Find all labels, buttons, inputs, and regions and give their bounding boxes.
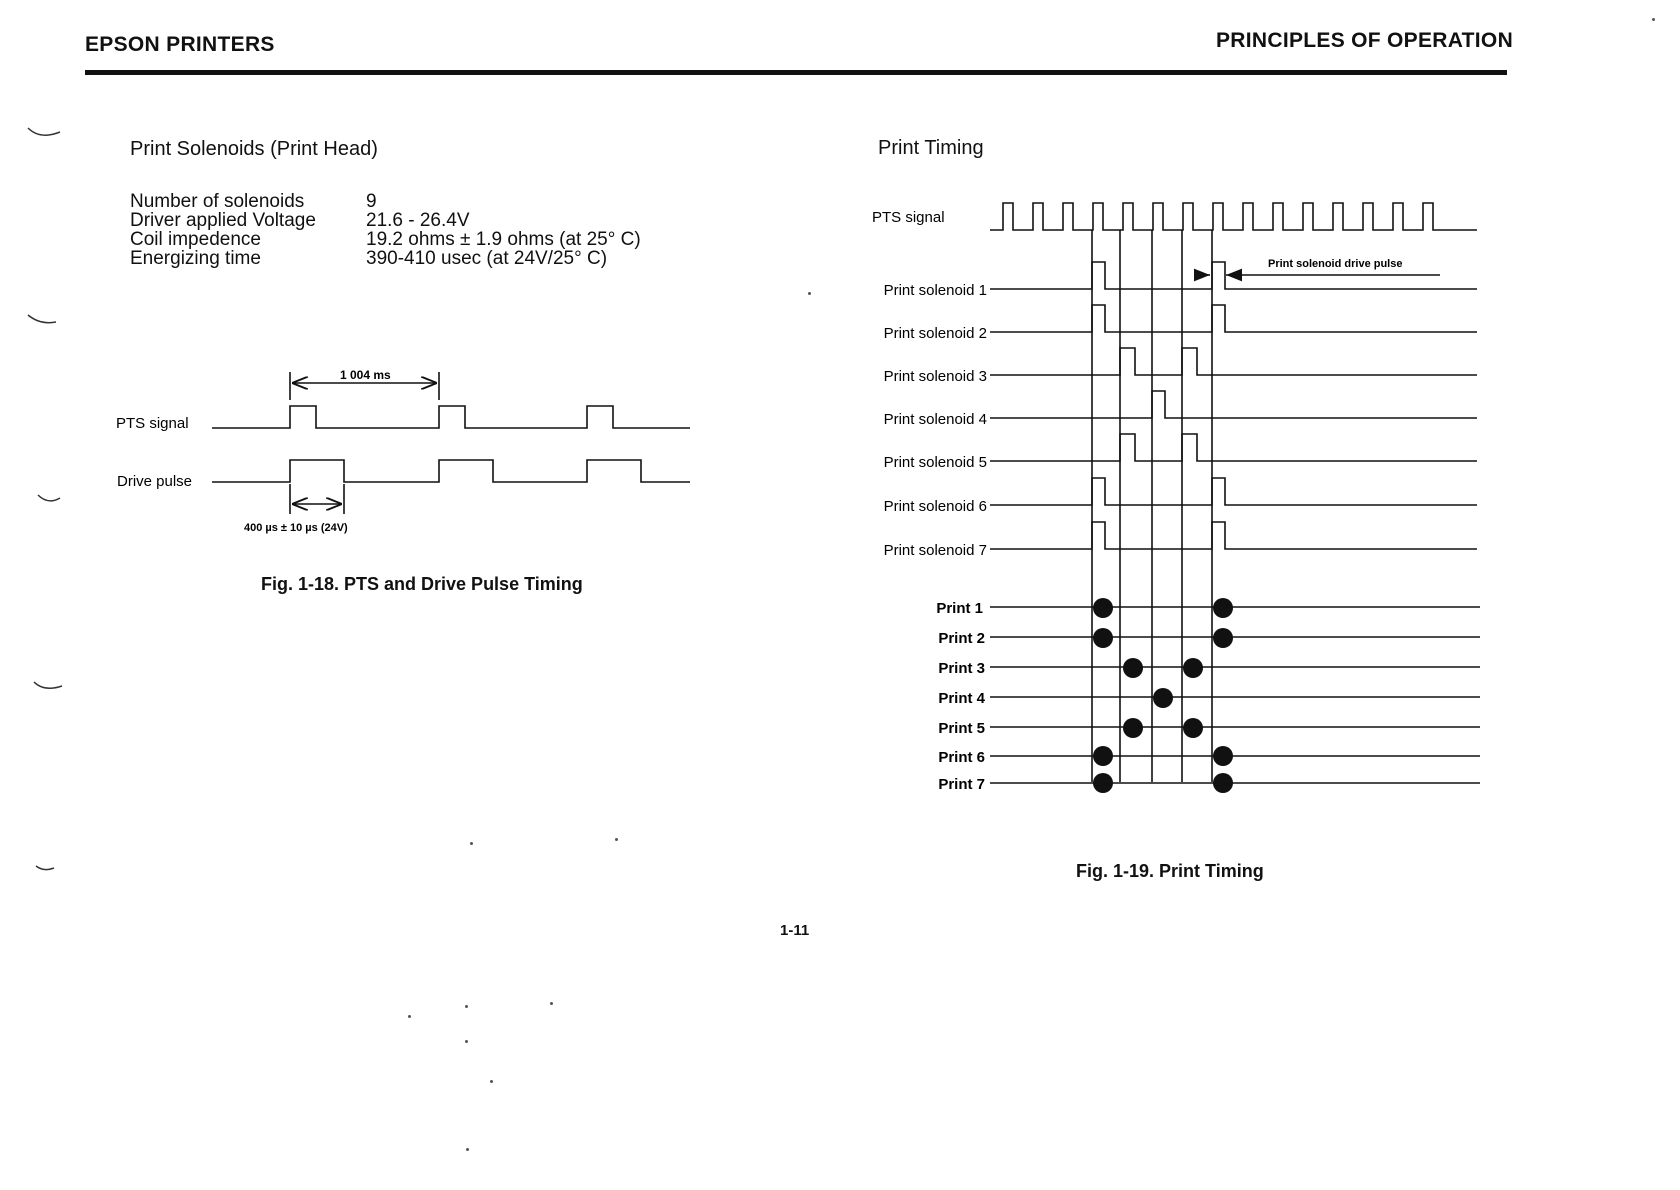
scan-speck <box>466 1148 469 1151</box>
figure-caption-1-19: Fig. 1-19. Print Timing <box>1076 861 1264 881</box>
print-dot <box>1093 598 1113 618</box>
left-section-title: Print Solenoids (Print Head) <box>130 138 378 160</box>
solenoid-6-waveform <box>990 478 1477 505</box>
pts-drive-timing-diagram <box>0 0 760 560</box>
scan-speck <box>550 1002 553 1005</box>
print-label: Print 2 <box>938 630 985 647</box>
print-label: Print 1 <box>936 600 983 617</box>
print-dot <box>1183 658 1203 678</box>
print-dot <box>1213 598 1233 618</box>
print-dot <box>1213 773 1233 793</box>
print-dot <box>1213 746 1233 766</box>
solenoid-label: Print solenoid 2 <box>883 325 987 342</box>
pts-signal-label: PTS signal <box>116 415 189 432</box>
header-left: EPSON PRINTERS <box>85 33 275 56</box>
binder-hole-mark <box>28 128 60 135</box>
print-label: Print 6 <box>938 749 985 766</box>
solenoid-label: Print solenoid 4 <box>883 411 987 428</box>
print-dot <box>1093 773 1113 793</box>
binder-hole-mark <box>28 315 56 323</box>
solenoid-2-waveform <box>990 305 1477 332</box>
print-dot <box>1123 658 1143 678</box>
spec-value: 21.6 - 26.4V <box>366 210 470 231</box>
solenoid-7-waveform <box>990 522 1477 549</box>
scan-speck <box>470 842 473 845</box>
pulse-width-label: 400 µs ± 10 µs (24V) <box>244 522 348 534</box>
solenoid-label: Print solenoid 7 <box>883 542 987 559</box>
pts-signal-waveform <box>990 203 1477 230</box>
spec-label: Energizing time <box>130 248 261 269</box>
binder-hole-mark <box>34 682 62 688</box>
spec-value: 9 <box>366 191 377 212</box>
print-dot <box>1093 628 1113 648</box>
scan-speck <box>490 1080 493 1083</box>
figure-caption-1-18: Fig. 1-18. PTS and Drive Pulse Timing <box>261 574 583 594</box>
solenoid-4-waveform <box>990 391 1477 418</box>
print-timing-diagram <box>850 180 1490 800</box>
spec-value: 19.2 ohms ± 1.9 ohms (at 25° C) <box>366 229 641 250</box>
scan-speck <box>408 1015 411 1018</box>
print-label: Print 4 <box>938 690 985 707</box>
pts-signal-label-right: PTS signal <box>872 209 945 226</box>
drive-note-label: Print solenoid drive pulse <box>1268 258 1403 270</box>
print-label: Print 7 <box>938 776 985 793</box>
period-label: 1 004 ms <box>340 368 391 382</box>
spec-label: Driver applied Voltage <box>130 210 316 231</box>
drive-pulse-label: Drive pulse <box>117 473 193 490</box>
scan-speck <box>615 838 618 841</box>
drive-pulse-waveform <box>212 460 690 482</box>
header-right: PRINCIPLES OF OPERATION <box>1216 29 1514 52</box>
solenoid-label: Print solenoid 1 <box>883 282 987 299</box>
scan-speck <box>1652 18 1655 21</box>
print-dot <box>1213 628 1233 648</box>
pts-waveform <box>212 406 690 428</box>
solenoid-label: Print solenoid 5 <box>883 454 987 471</box>
print-dot <box>1123 718 1143 738</box>
solenoid-5-waveform <box>990 434 1477 461</box>
print-dot <box>1153 688 1173 708</box>
print-label: Print 5 <box>938 720 985 737</box>
print-dot <box>1093 746 1113 766</box>
scan-speck <box>465 1005 468 1008</box>
print-dot <box>1183 718 1203 738</box>
solenoid-3-waveform <box>990 348 1477 375</box>
binder-hole-mark <box>36 866 54 870</box>
print-label: Print 3 <box>938 660 985 677</box>
scan-speck <box>808 292 811 295</box>
page-number: 1-11 <box>780 922 810 939</box>
spec-label: Coil impedence <box>130 229 261 250</box>
solenoid-label: Print solenoid 3 <box>883 368 987 385</box>
solenoid-label: Print solenoid 6 <box>883 498 987 515</box>
scan-speck <box>465 1040 468 1043</box>
binder-marks <box>0 0 80 900</box>
spec-label: Number of solenoids <box>130 191 305 212</box>
spec-value: 390-410 usec (at 24V/25° C) <box>366 248 608 269</box>
binder-hole-mark <box>38 495 60 501</box>
right-section-title: Print Timing <box>878 137 984 159</box>
